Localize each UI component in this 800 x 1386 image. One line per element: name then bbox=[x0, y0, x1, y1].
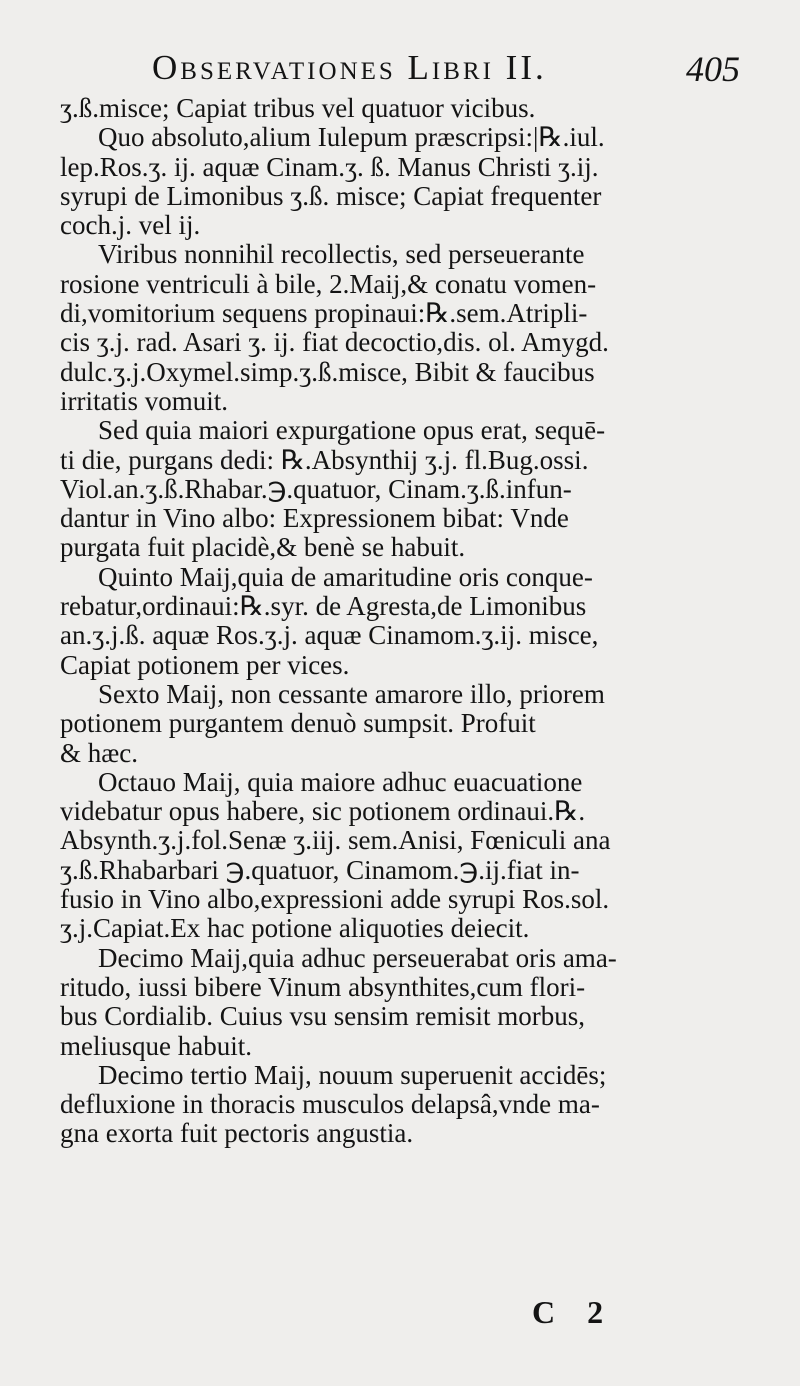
text-line: Octauo Maij, quia maiore adhuc euacuatione bbox=[98, 767, 583, 797]
text-line: irritatis vomuit. bbox=[60, 386, 228, 416]
text-line: ʒ.ß.misce; Capiat tribus vel quatuor vicibus. bbox=[60, 94, 536, 123]
text-line: Quinto Maij,quia de amaritudine oris conque- bbox=[98, 562, 593, 592]
text-line: videbatur opus habere, sic potionem ordinaui.℞. bbox=[60, 797, 586, 827]
text-line: di,vomitorium sequens propinaui:℞.sem.Atripli- bbox=[60, 299, 588, 329]
text-line: Capiat potionem per vices. bbox=[60, 650, 350, 680]
text-line: Viribus nonnihil recollectis, sed perseuerante bbox=[98, 240, 585, 270]
text-line: an.ʒ.j.ß. aquæ Ros.ʒ.j. aquæ Cinamom.ʒ.ij. misce, bbox=[60, 621, 599, 651]
text-line: Decimo Maij,quia adhuc perseuerabat oris ama- bbox=[98, 943, 617, 973]
text-line: gna exorta fuit pectoris angustia. bbox=[60, 1119, 414, 1149]
page-number: 405 bbox=[686, 49, 740, 89]
text-line: Sexto Maij, non cessante amarore illo, priorem bbox=[98, 679, 605, 709]
running-head: Observationes Libri II. bbox=[152, 48, 547, 87]
text-line: fusio in Vino albo,expressioni adde syrupi Ros.sol. bbox=[60, 885, 610, 915]
text-line: lep.Ros.ʒ. ij. aquæ Cinam.ʒ. ß. Manus Christi ʒ.ij. bbox=[60, 152, 599, 182]
text-line: ritudo, iussi bibere Vinum absynthites,cum flori- bbox=[60, 972, 586, 1002]
text-line: potionem purgantem denuò sumpsit. Profuit bbox=[60, 709, 536, 739]
text-line: Sed quia maiori expurgatione opus erat, sequē- bbox=[98, 416, 606, 446]
text-line: ʒ.j.Capiat.Ex hac potione aliquoties deiecit. bbox=[60, 914, 530, 944]
text-line: bus Cordialib. Cuius vsu sensim remisit morbus, bbox=[60, 1002, 586, 1032]
text-line: coch.j. vel ij. bbox=[60, 211, 201, 241]
text-line: Absynth.ʒ.j.fol.Senæ ʒ.iij. sem.Anisi, Fœniculi ana bbox=[60, 826, 611, 856]
text-line: meliusque habuit. bbox=[60, 1031, 252, 1061]
text-line: cis ʒ.j. rad. Asari ʒ. ij. fiat decoctio,dis. ol. Amygd. bbox=[60, 328, 609, 358]
text-line: Quo absoluto,alium Iulepum præscripsi:|℞.iul. bbox=[98, 123, 605, 153]
text-line: Viol.an.ʒ.ß.Rhabar.℈.quatuor, Cinam.ʒ.ß.infun- bbox=[60, 474, 572, 504]
text-line: & hæc. bbox=[60, 738, 138, 768]
text-line: purgata fuit placidè,& benè se habuit. bbox=[60, 533, 466, 563]
signature-mark: C 2 bbox=[532, 1294, 616, 1330]
text-line: dulc.ʒ.j.Oxymel.simp.ʒ.ß.misce, Bibit & faucibus bbox=[60, 357, 595, 387]
text-line: ʒ.ß.Rhabarbari ℈.quatuor, Cinamom.℈.ij.fiat in- bbox=[60, 855, 580, 885]
text-line: rosione ventriculi à bile, 2.Maij,& conatu vomen- bbox=[60, 269, 597, 299]
body-text bbox=[60, 94, 710, 1149]
page-header bbox=[60, 48, 760, 92]
text-line: ti die, purgans dedi: ℞.Absynthij ʒ.j. fl.Bug.ossi. bbox=[60, 445, 589, 475]
text-line: syrupi de Limonibus ʒ.ß. misce; Capiat frequenter bbox=[60, 181, 602, 211]
text-line: dantur in Vino albo: Expressionem bibat: Vnde bbox=[60, 504, 569, 534]
text-line: defluxione in thoracis musculos delapsâ,vnde ma- bbox=[60, 1090, 600, 1120]
text-line: rebatur,ordinaui:℞.syr. de Agresta,de Limonibus bbox=[60, 592, 587, 622]
text-line: Decimo tertio Maij, nouum superuenit accidēs; bbox=[98, 1060, 607, 1090]
